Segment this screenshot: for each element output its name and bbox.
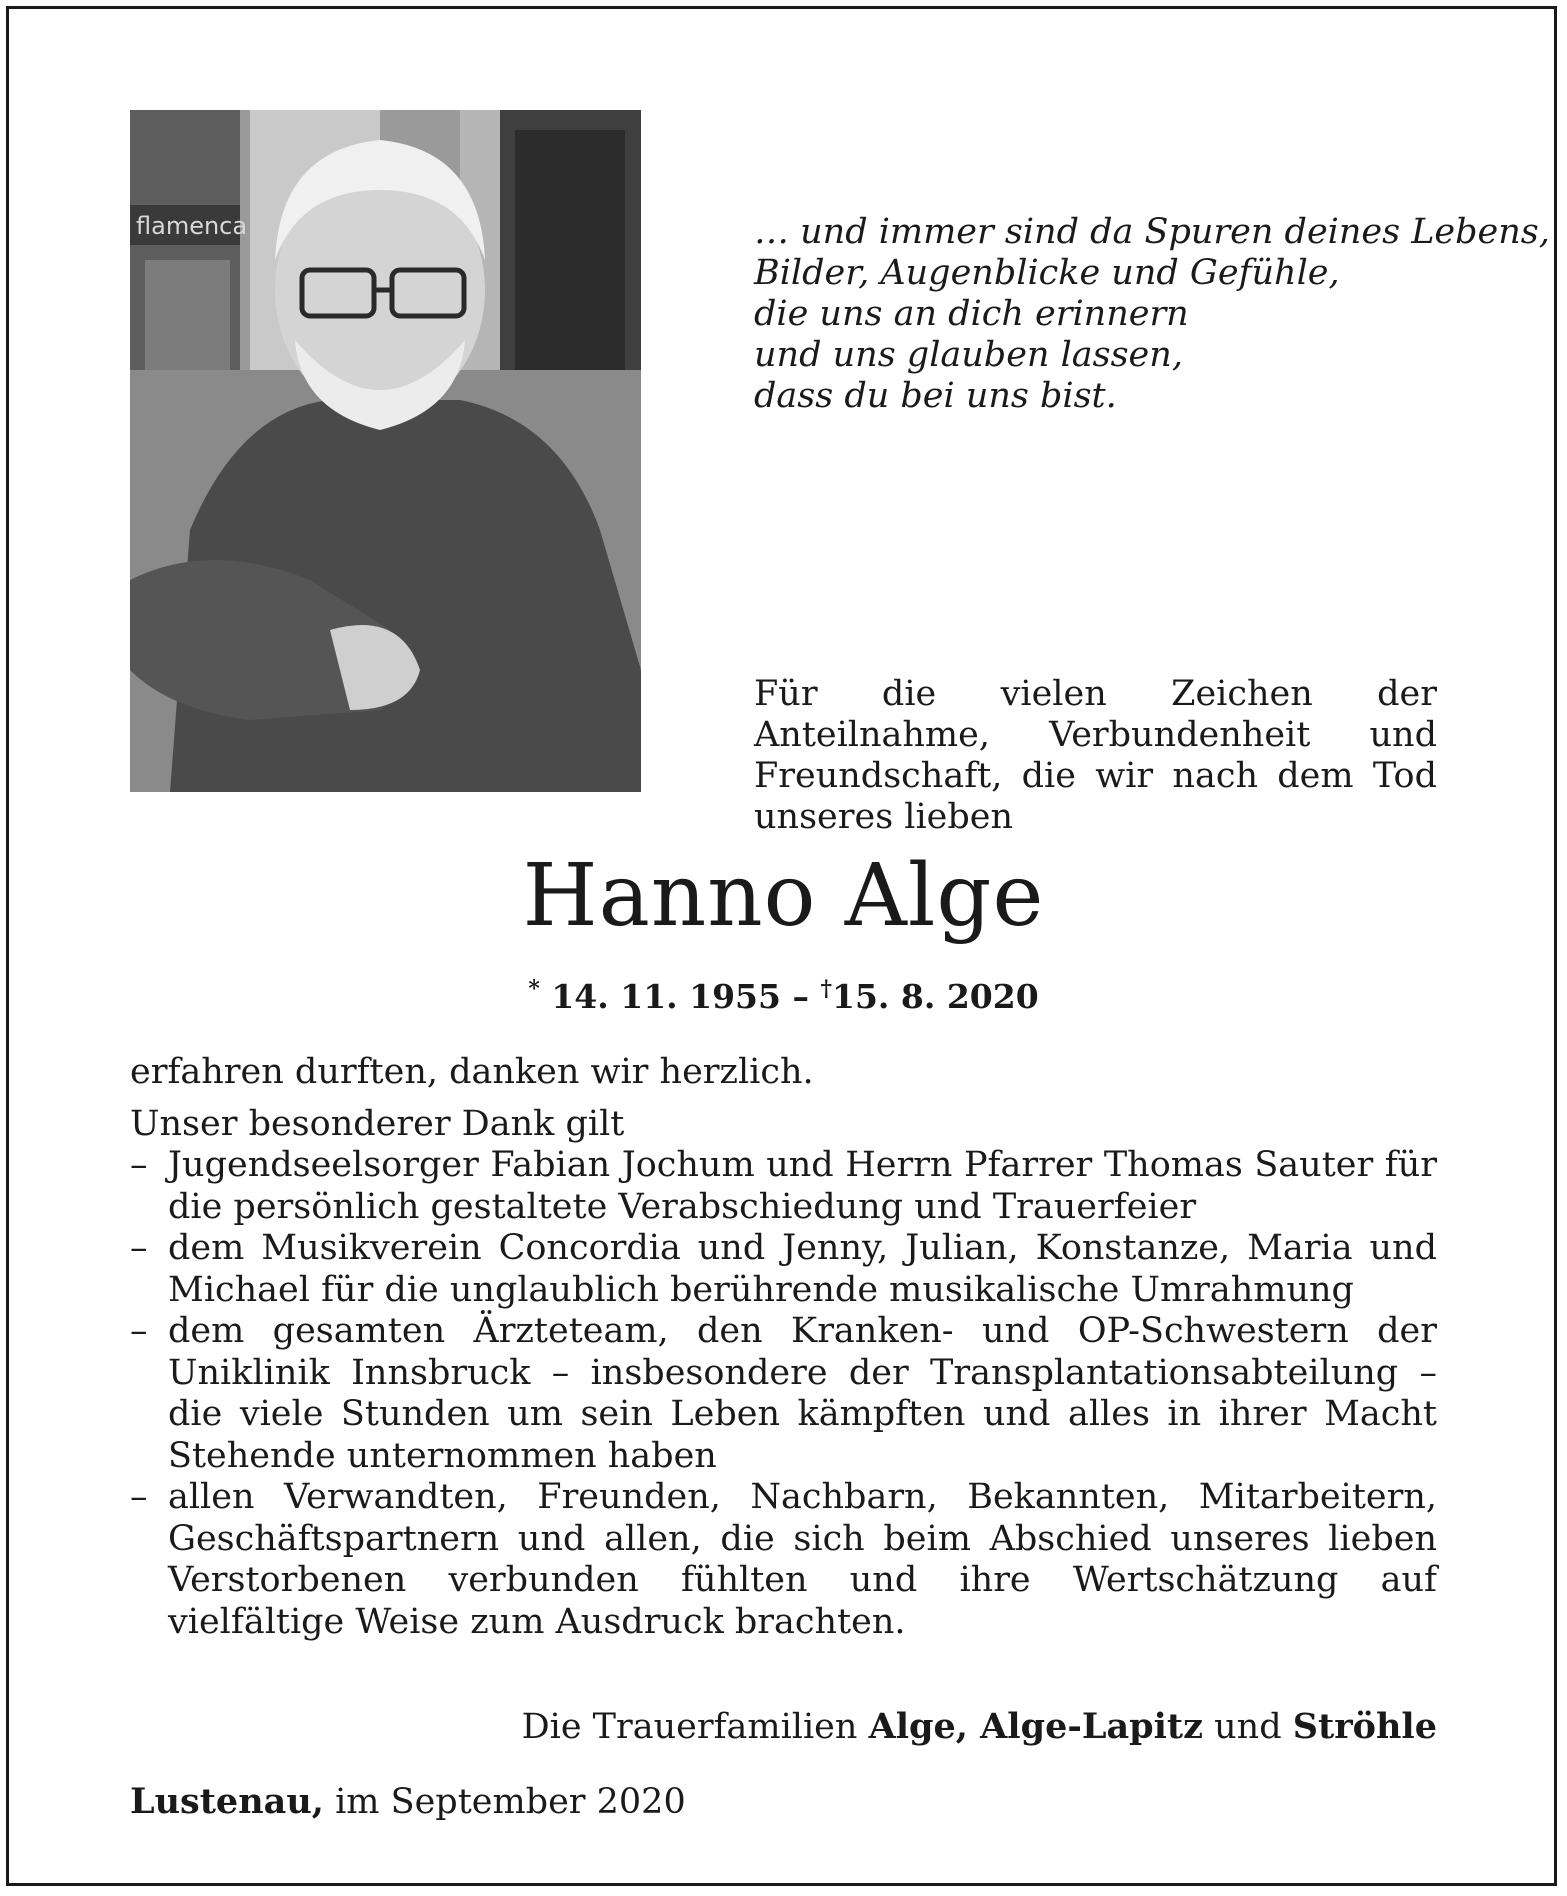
thanks-body xyxy=(130,1052,1437,1643)
place-date-line xyxy=(130,1781,686,1822)
thanks-list xyxy=(130,1145,1437,1643)
family-signature xyxy=(522,1706,1437,1747)
list-item: – allen Verwandten, Freunden, Nachbarn, Bekannten, Mitarbeitern, Geschäftspartnern und allen, die sich beim Abschied unseres lieben Verstorbenen verbunden fühlten und ihre Wertschätzung auf vielfältige Weise zum Ausdruck brachten. xyxy=(130,1477,1437,1643)
place-city: Lustenau, xyxy=(130,1781,324,1822)
signature-conjunction: und xyxy=(1214,1707,1282,1747)
thanks-heading: Unser besonderer Dank gilt xyxy=(130,1103,625,1144)
list-item: – dem gesamten Ärzteteam, den Kranken- und OP-Schwestern der Uniklinik Innsbruck – insbesondere der Transplantationsabteilung – die viele Stunden um sein Leben kämpften und alles in ihrer Macht Stehende unternommen haben xyxy=(130,1311,1437,1477)
list-item: – dem Musikverein Concordia und Jenny, Julian, Konstanze, Maria und Michael für die unglaublich berührende musikalische Umrahmung xyxy=(130,1228,1437,1311)
poem-line: und uns glauben lassen, xyxy=(754,335,1183,375)
birth-date: 14. 11. 1955 xyxy=(551,977,781,1016)
place-date: im September 2020 xyxy=(335,1782,686,1822)
portrait-illustration xyxy=(130,110,641,792)
death-mark: † xyxy=(820,976,832,1002)
family-name-secondary: Ströhle xyxy=(1292,1706,1437,1747)
family-name-primary: Alge, Alge-Lapitz xyxy=(868,1706,1203,1747)
continuation-text: erfahren durften, danken wir herzlich. xyxy=(130,1052,814,1092)
poem-line: die uns an dich erinnern xyxy=(754,294,1189,334)
deceased-name: Hanno Alge xyxy=(522,846,1045,946)
memorial-poem xyxy=(754,212,1550,417)
death-date: 15. 8. 2020 xyxy=(832,977,1039,1016)
poem-line: dass du bei uns bist. xyxy=(754,376,1117,416)
birth-mark: * xyxy=(528,976,540,1002)
life-dates xyxy=(0,976,1567,1016)
shop-sign-text: flamenca xyxy=(136,212,248,240)
signature-prefix: Die Trauerfamilien xyxy=(521,1707,858,1747)
poem-line: Bilder, Augenblicke und Gefühle, xyxy=(754,253,1340,293)
portrait-photo xyxy=(130,110,641,792)
list-item: – Jugendseelsorger Fabian Jochum und Herrn Pfarrer Thomas Sauter für die persönlich gestaltete Verabschiedung und Trauerfeier xyxy=(130,1145,1437,1228)
poem-line: … und immer sind da Spuren deines Lebens, xyxy=(754,212,1550,252)
intro-paragraph: Für die vielen Zeichen der Anteilnahme, Verbundenheit und Freundschaft, die wir nach dem Tod unseres lieben xyxy=(754,674,1437,837)
date-separator: – xyxy=(792,977,809,1016)
